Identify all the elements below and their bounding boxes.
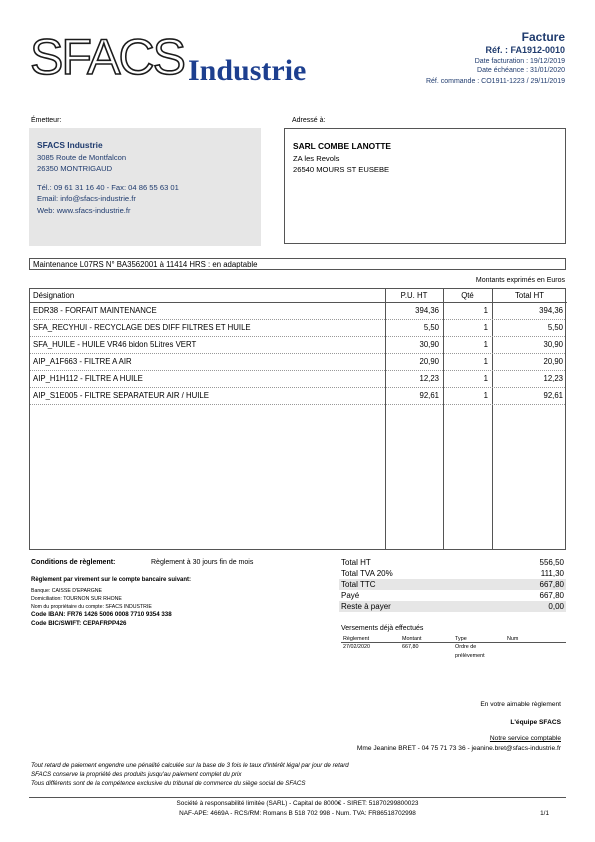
recipient-name: SARL COMBE LANOTTE	[293, 141, 392, 151]
total-row	[339, 568, 566, 579]
cell-total: 12,23	[543, 374, 563, 383]
total-value: 667,80	[539, 591, 564, 600]
recipient-label: Adressé à:	[292, 117, 326, 124]
table-row	[30, 303, 565, 320]
invoice-date: Date facturation : 19/12/2019	[474, 58, 565, 65]
cell-designation: AIP_A1F663 - FILTRE A AIR	[33, 357, 132, 366]
cell-total: 92,61	[543, 391, 563, 400]
cell-unit-price: 5,50	[423, 323, 439, 332]
bank-name: Banque: CAISSE D'EPARGNE	[31, 588, 102, 594]
account-owner: Nom du propriétaire du compte: SFACS INDUSTRIE	[31, 604, 152, 610]
emitter-name: SFACS Industrie	[37, 140, 103, 150]
recipient-box	[284, 128, 566, 244]
items-table	[29, 288, 566, 550]
invoice-reference: Réf. : FA1912-0010	[485, 45, 565, 55]
header-unit-price: P.U. HT	[400, 291, 428, 300]
bank-domiciliation: Domiciliation: TOURNON SUR RHONE	[31, 596, 122, 602]
transfer-title: Règlement par virement sur le compte bancaire suivant:	[31, 577, 192, 583]
recipient-address-line: ZA les Revols	[293, 154, 340, 163]
payment-type: Ordre de prélèvement	[455, 644, 485, 659]
header-quantity: Qté	[461, 291, 474, 300]
total-row	[339, 579, 566, 590]
recipient-city-line: 26540 MOURS ST EUSEBE	[293, 165, 390, 175]
totals-block	[339, 557, 566, 612]
table-row	[30, 388, 565, 405]
total-row	[339, 601, 566, 612]
emitter-email: Email: info@sfacs-industrie.fr	[37, 194, 136, 204]
signature-team: L'équipe SFACS	[510, 719, 561, 726]
company-logo	[30, 30, 320, 86]
total-label: Total HT	[341, 558, 371, 567]
payments-header-montant: Montant	[402, 636, 422, 642]
payments-header-type: Type	[455, 636, 467, 642]
payment-date: 27/02/2020	[343, 644, 370, 650]
cell-unit-price: 92,61	[419, 391, 439, 400]
cell-quantity: 1	[483, 357, 488, 366]
emitter-city-line: 26350 MONTRIGAUD	[37, 164, 113, 174]
iban: Code IBAN: FR76 1426 5006 0008 7710 9354 338	[31, 611, 172, 618]
cell-designation: AIP_H1H112 - FILTRE A HUILE	[33, 374, 143, 383]
conditions-value: Règlement à 30 jours fin de mois	[151, 559, 254, 566]
payments-made-title: Versements déjà effectués	[341, 625, 424, 632]
invoice-subject: Maintenance L07RS N° BA3562001 à 11414 HRS : en adaptable	[29, 258, 566, 270]
emitter-box	[29, 128, 261, 246]
emitter-website: Web: www.sfacs-industrie.fr	[37, 205, 131, 215]
currency-note: Montants exprimés en Euros	[475, 277, 565, 284]
emitter-phone: Tél.: 09 61 31 16 40 - Fax: 04 86 55 63 01	[37, 182, 179, 192]
payments-header-reglement: Règlement	[343, 636, 370, 642]
total-label: Payé	[341, 591, 360, 600]
emitter-address-line: 3085 Route de Montfalcon	[37, 153, 127, 162]
footer-registration: NAF-APE: 4669A - RCS/RM: Romans B 518 702 998 - Num. TVA: FR86518702998	[179, 810, 416, 817]
total-label: Total TTC	[341, 580, 376, 589]
emitter-label: Émetteur:	[31, 117, 62, 124]
cell-quantity: 1	[483, 374, 488, 383]
payments-header-divider	[341, 642, 566, 643]
legal-late-payment: Tout retard de paiement engendre une pénalité calculée sur la base de 3 fois le taux d'intérêt légal par jour de retard	[31, 762, 349, 769]
total-value: 111,30	[540, 569, 564, 578]
page-number: 1/1	[540, 810, 549, 817]
total-value: 667,80	[539, 580, 564, 589]
cell-total: 30,90	[543, 340, 563, 349]
total-row	[339, 557, 566, 568]
conditions-label: Conditions de règlement:	[31, 559, 116, 566]
accounting-contact: Mme Jeanine BRET - 04 75 71 73 36 - jeanine.bret@sfacs-industrie.fr	[356, 745, 561, 752]
table-row	[30, 371, 565, 388]
cell-unit-price: 12,23	[419, 374, 439, 383]
total-label: Reste à payer	[341, 602, 391, 611]
cell-unit-price: 20,90	[419, 357, 439, 366]
document-title: Facture	[521, 30, 565, 44]
cell-quantity: 1	[483, 391, 488, 400]
total-value: 0,00	[548, 602, 564, 611]
due-date: Date échéance : 31/01/2020	[477, 67, 565, 74]
cell-quantity: 1	[483, 306, 488, 315]
payments-header-num: Num	[507, 636, 519, 642]
cell-designation: EDR38 - FORFAIT MAINTENANCE	[33, 306, 157, 315]
total-row	[339, 590, 566, 601]
table-row	[30, 354, 565, 371]
payment-amount: 667,80	[402, 644, 419, 650]
cell-quantity: 1	[483, 323, 488, 332]
footer-company-info: Société à responsabilité limitée (SARL) - Capital de 8000€ - SIRET: 51870299800023	[176, 800, 419, 807]
total-label: Total TVA 20%	[341, 569, 393, 578]
cell-designation: AIP_S1E005 - FILTRE SEPARATEUR AIR / HUILE	[33, 391, 209, 400]
bic: Code BIC/SWIFT: CEPAFRPP426	[31, 620, 127, 627]
cell-designation: SFA_RECYHUI - RECYCLAGE DES DIFF FILTRES ET HUILE	[33, 323, 251, 332]
header-total: Total HT	[514, 291, 545, 300]
cell-total: 20,90	[543, 357, 563, 366]
legal-jurisdiction: Tous différents sont de la compétence exclusive du tribunal de commerce du siège social de SFACS	[31, 780, 306, 787]
table-row	[30, 320, 565, 337]
legal-ownership: SFACS conserve la propriété des produits jusqu'au paiement complet du prix	[31, 771, 242, 778]
header-designation: Désignation	[33, 291, 75, 300]
cell-unit-price: 394,36	[415, 306, 439, 315]
footer-divider	[29, 797, 566, 798]
cell-total: 394,36	[539, 306, 563, 315]
cell-total: 5,50	[547, 323, 563, 332]
cell-unit-price: 30,90	[419, 340, 439, 349]
cell-designation: SFA_HUILE - HUILE VR46 bidon 5Litres VERT	[33, 340, 197, 349]
total-value: 556,50	[539, 558, 564, 567]
table-row	[30, 337, 565, 354]
logo-sfacs-text: SFACS	[30, 29, 184, 85]
closing-text: En votre aimable règlement	[480, 701, 561, 708]
cell-quantity: 1	[483, 340, 488, 349]
logo-industrie-text: Industrie	[188, 54, 307, 87]
order-reference: Réf. commande : CO1911-1223 / 29/11/2019	[425, 78, 565, 85]
accounting-service: Notre service comptable	[489, 735, 561, 742]
